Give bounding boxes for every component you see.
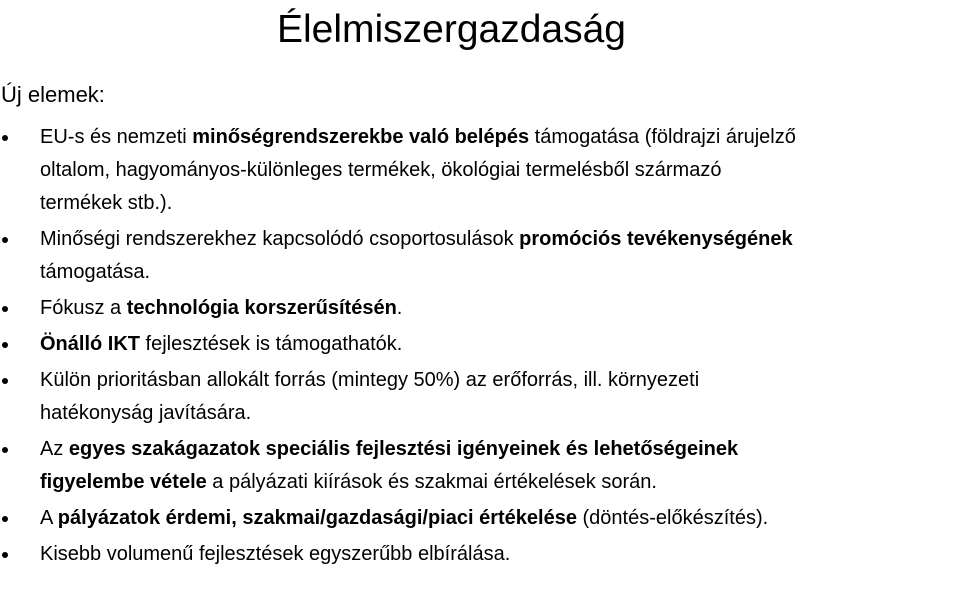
bullet-dot-icon (2, 447, 8, 453)
bold-text: figyelembe vétele (40, 471, 207, 493)
bullet-line (40, 292, 960, 325)
page-title: Élelmiszergazdaság (277, 8, 627, 51)
bullet-item (0, 121, 960, 220)
text-segment: hatékonyság javítására. (40, 402, 252, 424)
bullet-line (40, 397, 960, 430)
bold-text: promóciós tevékenységének (519, 228, 793, 250)
section-subtitle: Új elemek: (1, 82, 105, 107)
text-segment: Kisebb volumenű fejlesztések egyszerűbb elbírálása. (40, 543, 511, 565)
bullet-dot-icon (2, 306, 8, 312)
bullet-line (40, 502, 960, 535)
bullet-dot-icon (2, 378, 8, 384)
bullet-line (40, 121, 960, 154)
text-segment: a pályázati kiírások és szakmai értékelések során. (206, 471, 657, 493)
text-segment: Minőségi rendszerekhez kapcsolódó csoportosulások (40, 228, 520, 250)
bullet-item (0, 502, 960, 535)
text-segment: termékek stb.). (40, 192, 173, 214)
bullet-item (0, 364, 960, 430)
text-segment: . (396, 297, 403, 319)
bullet-line (40, 256, 960, 289)
bullet-line (40, 154, 960, 187)
bullet-line (40, 187, 960, 220)
text-segment: oltalom, hagyományos-különleges termékek, ökológiai termelésből származó (40, 159, 722, 181)
text-segment: (döntés-előkészítés). (576, 507, 769, 529)
bold-text: egyes szakágazatok speciális fejlesztési igényeinek és lehetőségeinek (68, 438, 739, 460)
bullet-item (0, 433, 960, 499)
bullet-list (0, 121, 960, 574)
text-segment: támogatása. (40, 261, 151, 283)
bullet-dot-icon (2, 237, 8, 243)
bullet-dot-icon (2, 516, 8, 522)
bullet-dot-icon (2, 342, 8, 348)
bullet-line (40, 328, 960, 361)
bullet-line (40, 466, 960, 499)
text-segment: EU-s és nemzeti (40, 126, 193, 148)
bold-text: technológia korszerűsítésén (126, 297, 397, 319)
bullet-dot-icon (2, 552, 8, 558)
bold-text: pályázatok érdemi, szakmai/gazdasági/piaci értékelése (57, 507, 577, 529)
bullet-item (0, 538, 960, 571)
bold-text: minőségrendszerekbe való belépés (192, 126, 530, 148)
bullet-line (40, 223, 960, 256)
bullet-line (40, 433, 960, 466)
bold-text: Önálló IKT (40, 333, 140, 355)
bullet-line (40, 364, 960, 397)
bullet-item (0, 292, 960, 325)
bullet-item (0, 328, 960, 361)
text-segment: Fókusz a (40, 297, 127, 319)
text-segment: A (40, 507, 58, 529)
bullet-line (40, 538, 960, 571)
text-segment: Külön prioritásban allokált forrás (mintegy 50%) az erőforrás, ill. környezeti (40, 369, 700, 391)
text-segment: Az (40, 438, 69, 460)
bullet-item (0, 223, 960, 289)
text-segment: támogatása (földrajzi árujelző (529, 126, 796, 148)
bullet-dot-icon (2, 135, 8, 141)
text-segment: fejlesztések is támogathatók. (140, 333, 403, 355)
